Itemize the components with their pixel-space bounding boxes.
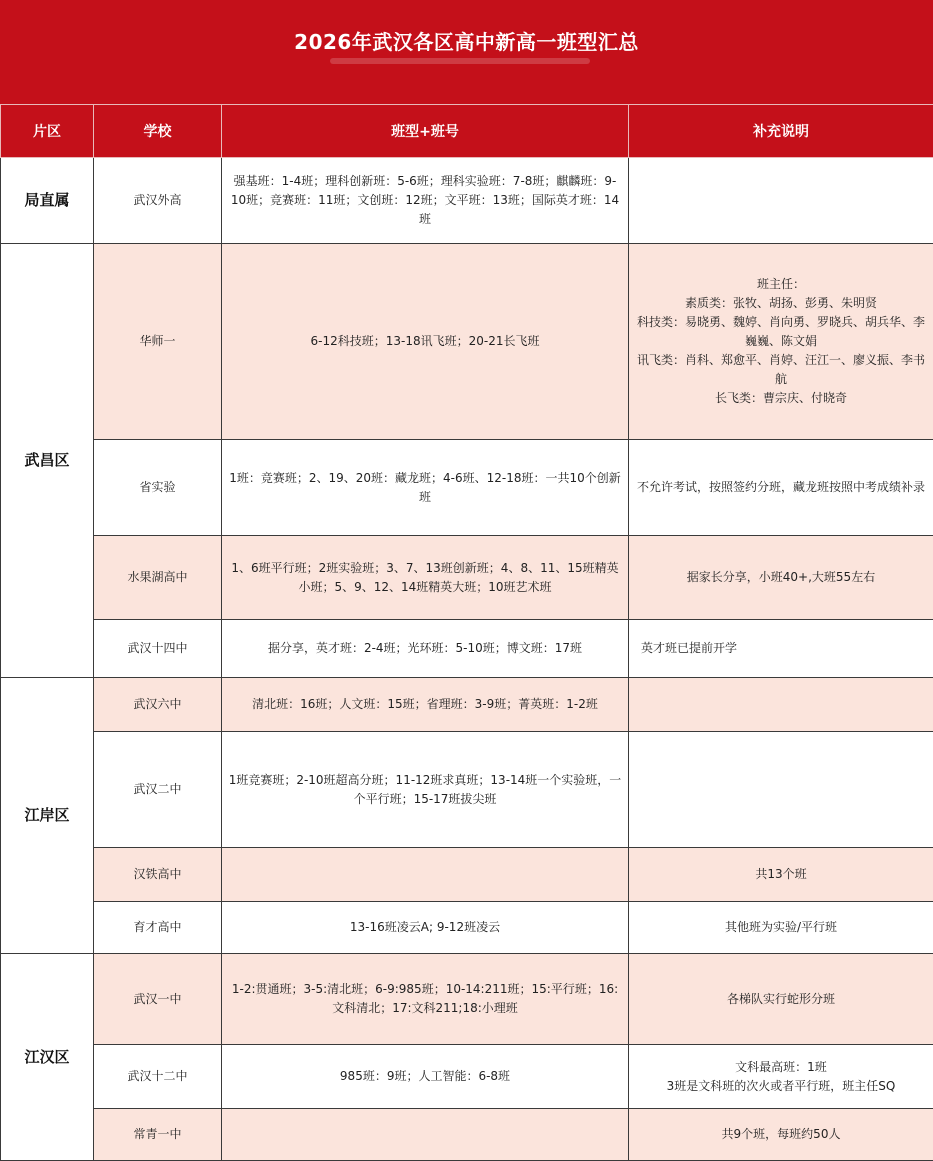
table-row <box>1 954 933 1045</box>
classes-cell: 6-12科技班；13-18讯飞班；20-21长飞班 <box>222 244 629 440</box>
classes-cell: 1、6班平行班；2班实验班；3、7、13班创新班；4、8、11、15班精英小班；5、9、12、14班精英大班；10班艺术班 <box>222 536 629 620</box>
notes-cell: 班主任： 素质类：张牧、胡扬、彭勇、朱明贤 科技类：易晓勇、魏婷、肖向勇、罗晓兵、胡兵华、李巍巍、陈文娟 讯飞类：肖科、郑愈平、肖婷、汪江一、廖义振、李书航 长飞类：曹宗庆、付晓奇 <box>629 244 933 440</box>
school-cell: 华师一 <box>94 244 222 440</box>
classes-cell: 1班竞赛班；2-10班超高分班；11-12班求真班；13-14班一个实验班，一个平行班；15-17班拔尖班 <box>222 732 629 848</box>
notes-cell <box>629 732 933 848</box>
table-row <box>1 848 933 902</box>
school-cell: 水果湖高中 <box>94 536 222 620</box>
school-cell: 武汉一中 <box>94 954 222 1045</box>
district-cell: 江岸区 <box>1 678 94 954</box>
classes-cell <box>222 848 629 902</box>
page-header <box>0 0 933 104</box>
table-row <box>1 244 933 440</box>
notes-cell: 据家长分享，小班40+,大班55左右 <box>629 536 933 620</box>
notes-cell: 文科最高班：1班 3班是文科班的次火或者平行班，班主任SQ <box>629 1045 933 1109</box>
table-row <box>1 158 933 244</box>
district-cell: 江汉区 <box>1 954 94 1161</box>
table-row <box>1 620 933 678</box>
table-row <box>1 902 933 954</box>
school-cell: 省实验 <box>94 440 222 536</box>
table-row <box>1 536 933 620</box>
page-title: 2026年武汉各区高中新高一班型汇总 <box>294 30 639 54</box>
school-cell: 常青一中 <box>94 1109 222 1161</box>
table-row <box>1 440 933 536</box>
class-summary-table <box>0 104 933 1161</box>
blurred-subtitle <box>330 58 590 64</box>
notes-cell: 英才班已提前开学 <box>629 620 933 678</box>
school-cell: 武汉六中 <box>94 678 222 732</box>
school-cell: 武汉二中 <box>94 732 222 848</box>
column-header-classes: 班型+班号 <box>222 105 629 158</box>
school-cell: 武汉外高 <box>94 158 222 244</box>
notes-cell <box>629 678 933 732</box>
notes-cell: 其他班为实验/平行班 <box>629 902 933 954</box>
notes-cell <box>629 158 933 244</box>
classes-cell: 985班：9班；人工智能：6-8班 <box>222 1045 629 1109</box>
column-header-district: 片区 <box>1 105 94 158</box>
table-row <box>1 678 933 732</box>
classes-cell: 1-2:贯通班；3-5:清北班；6-9:985班；10-14:211班；15:平行班；16:文科清北；17:文科211;18:小理班 <box>222 954 629 1045</box>
table-row <box>1 732 933 848</box>
school-cell: 汉铁高中 <box>94 848 222 902</box>
classes-cell: 据分享，英才班：2-4班；光环班：5-10班；博文班：17班 <box>222 620 629 678</box>
classes-cell: 1班：竞赛班；2、19、20班：藏龙班；4-6班、12-18班：一共10个创新班 <box>222 440 629 536</box>
column-header-notes: 补充说明 <box>629 105 933 158</box>
district-cell: 局直属 <box>1 158 94 244</box>
classes-cell: 清北班：16班；人文班：15班；省理班：3-9班；菁英班：1-2班 <box>222 678 629 732</box>
district-cell: 武昌区 <box>1 244 94 678</box>
notes-cell: 共13个班 <box>629 848 933 902</box>
notes-cell: 各梯队实行蛇形分班 <box>629 954 933 1045</box>
school-cell: 武汉十四中 <box>94 620 222 678</box>
classes-cell <box>222 1109 629 1161</box>
notes-cell: 不允许考试，按照签约分班，藏龙班按照中考成绩补录 <box>629 440 933 536</box>
classes-cell: 强基班：1-4班；理科创新班：5-6班；理科实验班：7-8班；麒麟班：9-10班；竞赛班：11班；文创班：12班；文平班：13班；国际英才班：14班 <box>222 158 629 244</box>
school-cell: 育才高中 <box>94 902 222 954</box>
school-cell: 武汉十二中 <box>94 1045 222 1109</box>
classes-cell: 13-16班凌云A; 9-12班凌云 <box>222 902 629 954</box>
table-header-row <box>1 105 933 158</box>
notes-cell: 共9个班，每班约50人 <box>629 1109 933 1161</box>
column-header-school: 学校 <box>94 105 222 158</box>
table-row <box>1 1045 933 1109</box>
table-row <box>1 1109 933 1161</box>
